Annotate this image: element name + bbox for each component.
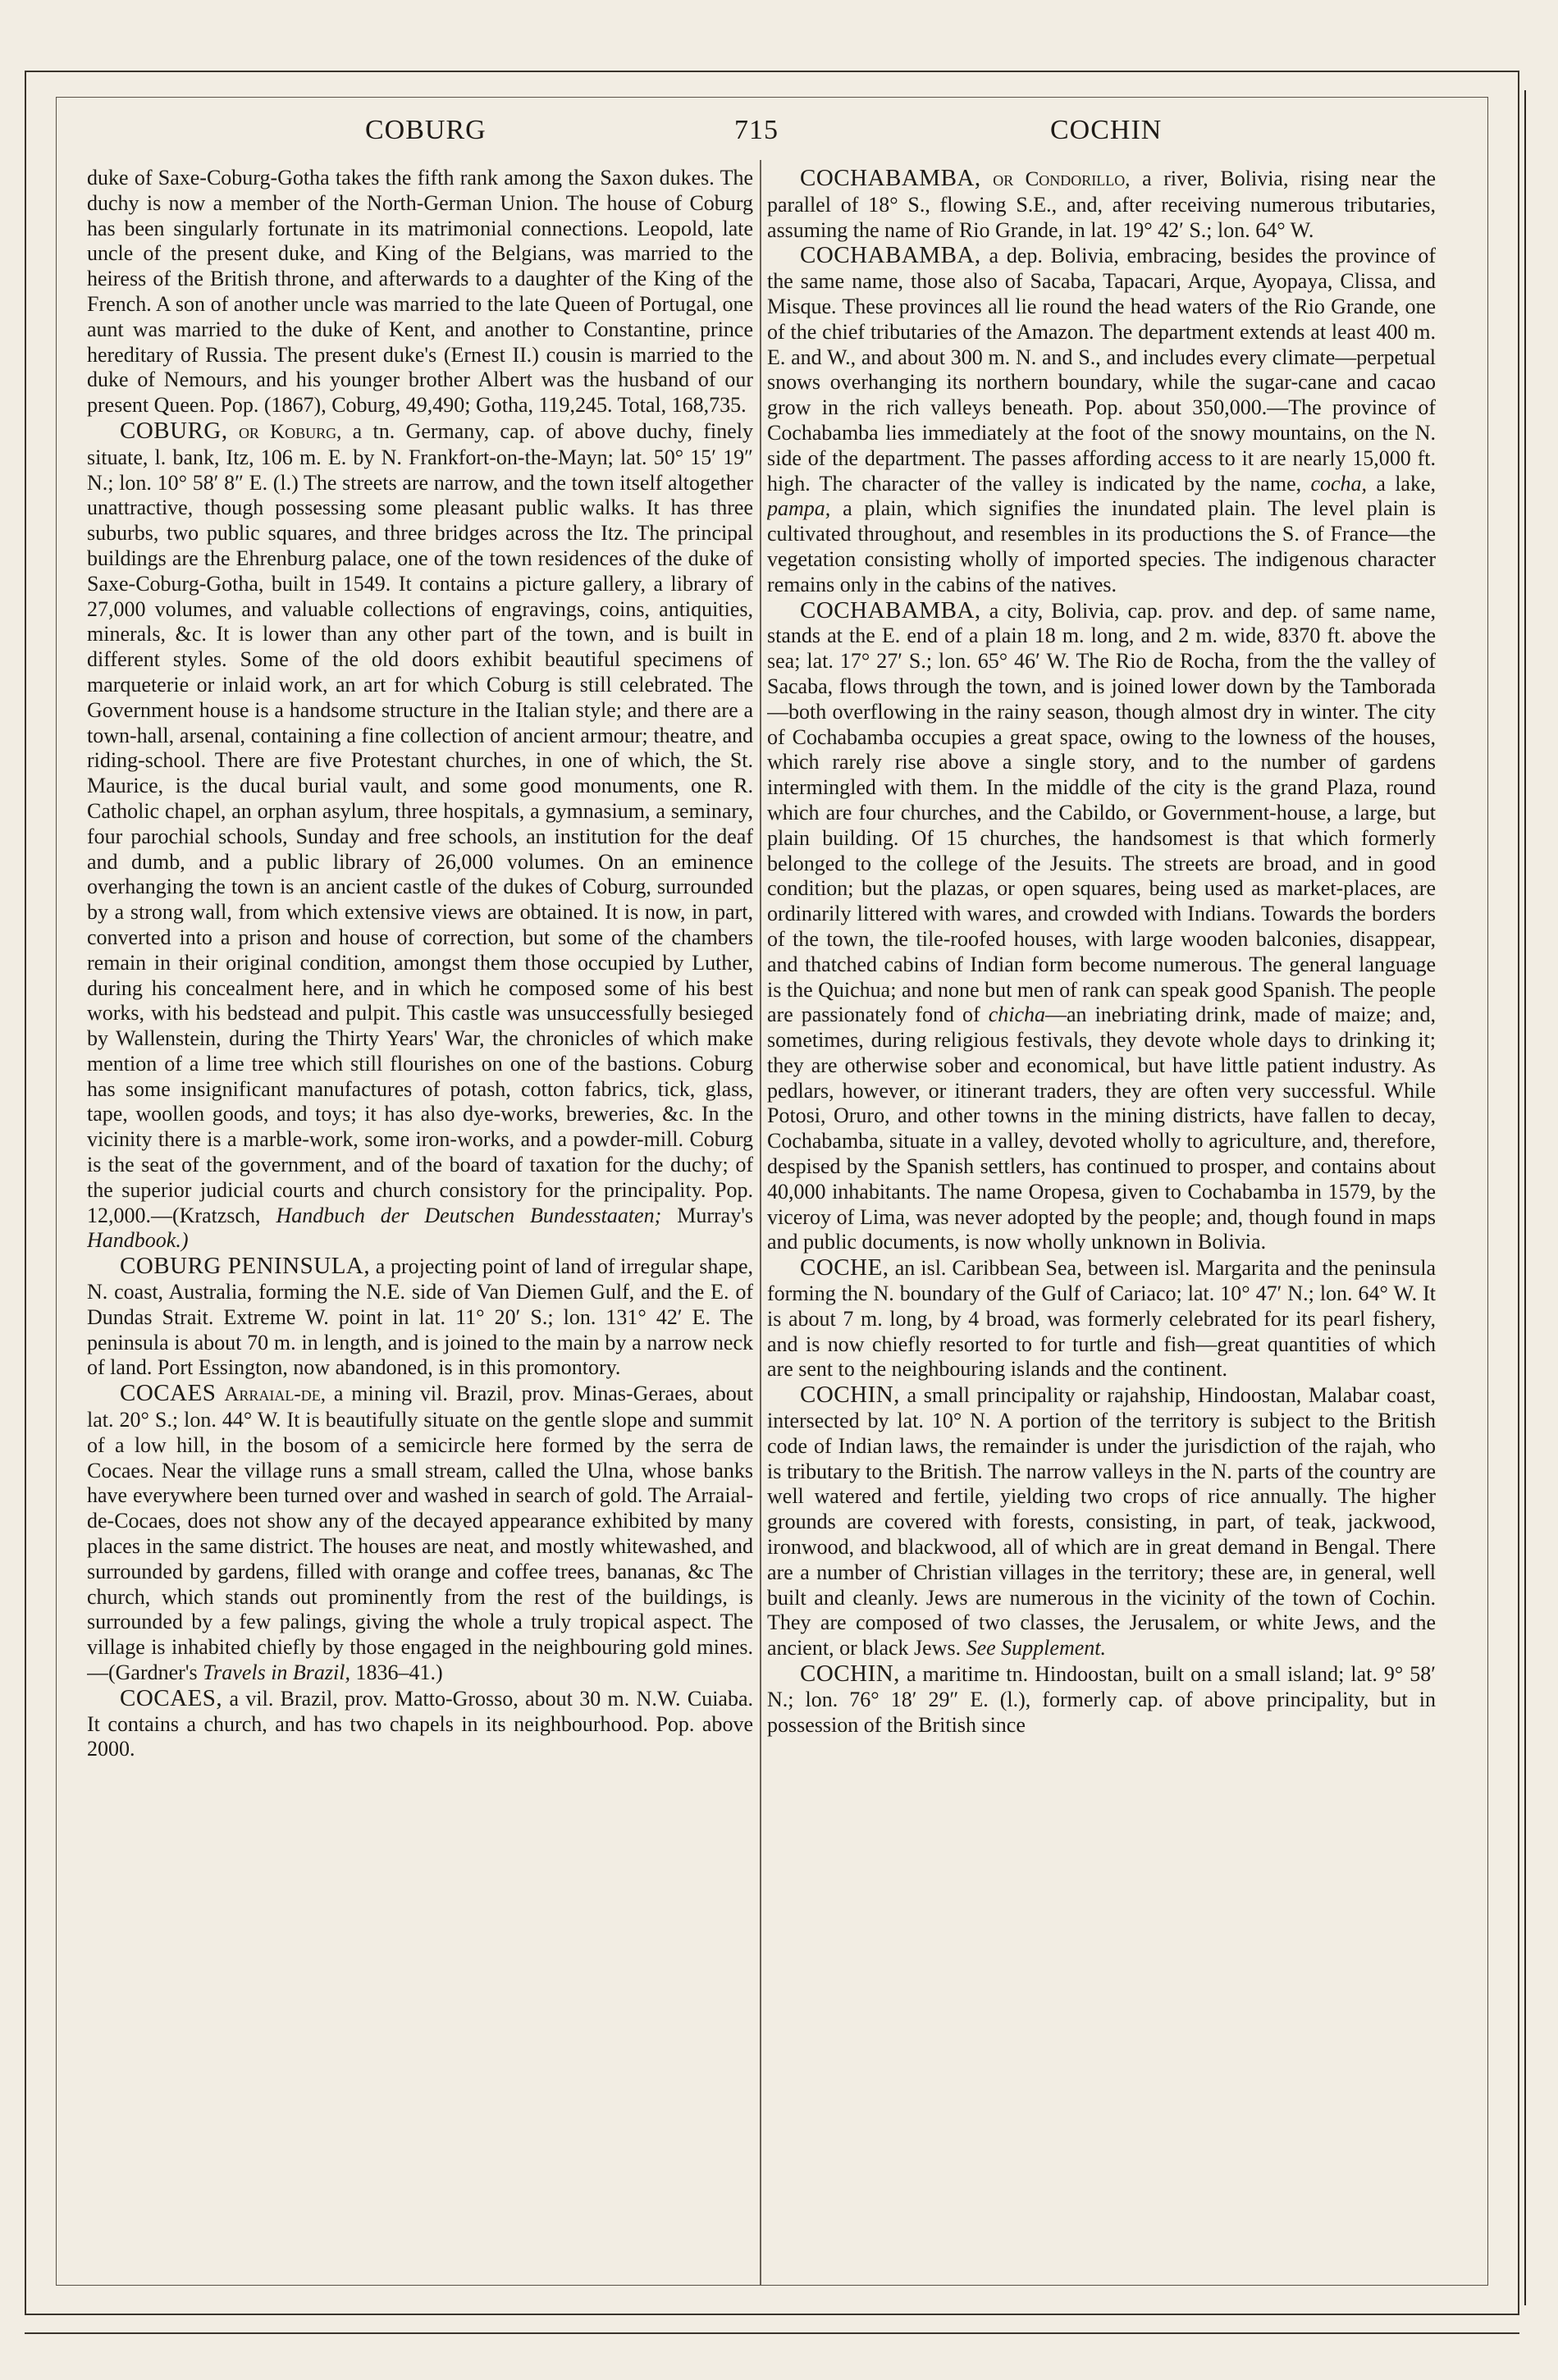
text-run: duke of Saxe-Coburg-Gotha takes the fifth rank among the Saxon dukes. The duchy is now a member of the North-German Union. The house of Coburg has been singularly fortunate in its matrimonial connections. Leopold, late uncle of the present duke, and King of the Belgians, was married to the heiress of the British throne, and afterwards to a daughter of the King of the French. A son of another uncle was married to the late Queen of Portugal, one aunt was married to the duke of Kent, and another to Constantine, prince hereditary of Russia. The present duke's (Ernest II.) cousin is married to the duke of Nemours, and his younger brother Albert was the husband of our present Queen. Pop. (1867), Coburg, 49,490; Gotha, 119,245. Total, 168,735. (87, 166, 753, 418)
text-run: a small principality or rajahship, Hindoostan, Malabar coast, intersected by lat. 10° N. A portion of the territory is subject to the British code of Indian laws, the remainder is under the jurisdiction of the rajah, who is tributary to the British. The narrow valleys in the N. parts of the country are well watered and fertile, yielding two crops of rice annually. The higher grounds are covered with forests, consisting, in part, of teak, jackwood, ironwood, and blackwood, all of which are in great demand in Bengal. There are a number of Christian villages in the territory; these are, in general, well built and cleanly. Jews are numerous in the vicinity of the town of Cochin. They are composed of two classes, the Jerusalem, or white Jews, and the ancient, or black Jews. (767, 1383, 1436, 1661)
headword: COCHABAMBA, (800, 242, 981, 269)
text-run: —an inebriating drink, made of maize; and, sometimes, during religious festivals, they devote whole days to drinking it; they are otherwise sober and economical, but have little patient industry. As pedlars, however, or itinerant traders, they are often very successful. While Potosi, Oruro, and other towns in the mining districts, have fallen to decay, Cochabamba, situate in a valley, devoted wholly to agriculture, and, therefore, despised by the Spanish settlers, has continued to prosper, and contains about 40,000 inhabitants. The name Oropesa, given to Cochabamba in 1579, by the viceroy of Lima, was never adopted by the people; and, though found in maps and public documents, is now wholly unknown in Bolivia. (767, 1003, 1436, 1254)
text-run: Handbuch der Deutschen Bundesstaaten; (276, 1203, 662, 1227)
text-run: a tn. Germany, cap. of above duchy, finely situate, l. bank, Itz, 106 m. E. by N. Frankfort-on-the-Mayn; lat. 50° 15′ 19″ N.; lon. 10° 58′ 8″ E. (l.) The streets are narrow, and the town itself altogether unattractive, though possessing some pleasant public walks. It has three suburbs, two public squares, and three bridges across the Itz. The principal buildings are the Ehrenburg palace, one of the town residences of the duke of Saxe-Coburg-Gotha, built in 1549. It contains a picture gallery, a library of 27,000 volumes, and valuable collections of engravings, coins, antiquities, minerals, &c. It is lower than any other part of the town, and is built in different styles. Some of the old doors exhibit beautiful specimens of marqueterie or inlaid work, an art for which Coburg is still celebrated. The Government house is a handsome structure in the Italian style; and there are a town-hall, arsenal, containing a fine collection of ancient armour; theatre, and riding-school. There are five Protestant churches, in one of which, the St. Maurice, is the ducal burial vault, and some good monuments, one R. Catholic chapel, an orphan asylum, three hospitals, a gymnasium, a seminary, four parochial schools, Sunday and free schools, an institution for the deaf and dumb, and a public library of 26,000 volumes. On an eminence overhanging the town is an ancient castle of the dukes of Coburg, surrounded by a strong wall, from which extensive views are obtained. It is now, in part, converted into a prison and house of correction, but some of the chambers remain in their original condition, amongst them those occupied by Luther, during his concealment here, and in which he composed some of his best works, with his bedstead and pulpit. This castle was unsuccessfully besieged by Wallenstein, during the Thirty Years' War, the chronicles of which make mention of a lime tree which still flourishes on one of the bastions. Coburg has some insignificant manufactures of potash, cotton fabrics, tick, glass, tape, woollen goods, and toys; it has also dye-works, breweries, &c. In the vicinity there is a marble-work, some iron-works, and a powder-mill. Coburg is the seat of the government, and of the board of taxation for the duchy; of the superior judicial courts and church consistory for the principality. Pop. 12,000.—(Kratzsch, (87, 418, 753, 1227)
text-run: a projecting point of land of irregular shape, N. coast, Australia, forming the N.E. side of Van Diemen Gulf, and the E. of Dundas Strait. Extreme W. point in lat. 11° 20′ S.; lon. 131° 42′ E. The peninsula is about 70 m. in length, and is joined to the main by a narrow neck of land. Port Essington, now abandoned, is in this promontory. (87, 1254, 753, 1380)
page-number: 715 (734, 115, 779, 145)
text-run: a city, Bolivia, cap. prov. and dep. of same name, stands at the E. end of a plain 18 m. long, and 2 m. wide, 8370 ft. above the sea; lat. 17° 27′ S.; lon. 65° 46′ W. The Rio de Rocha, from the the valley of Sacaba, flows through the town, and is joined lower down by the Tamborada—both overflowing in the rainy season, though almost dry in winter. The city of Cochabamba occupies a great space, owing to the lowness of the houses, which rarely rise above a single story, and to the number of gardens intermingled with them. In the middle of the city is the grand Plaza, round which are four churches, and the Cabildo, or Government-house, a large, but plain building. Of 15 churches, the handsomest is that which formerly belonged to the college of the Jesuits. The streets are broad, and in good condition; but the plazas, or open squares, being used as market-places, are ordinarily littered with wares, and crowded with Indians. Towards the borders of the town, the tile-roofed houses, with large wooden balconies, disappear, and thatched cabins of Indian form become numerous. The general language is the Quichua; and none but men of rank can speak good Spanish. The people are passionately fond of (767, 598, 1436, 1027)
running-header (82, 115, 1469, 156)
entry-cochabamba-city (767, 598, 1436, 1256)
alt-name: or Condorillo, (993, 168, 1131, 190)
text-run: a dep. Bolivia, embracing, besides the province of the same name, those also of Sacaba, Tapacari, Arque, Ayopaya, Clissa, and Misque. These provinces all lie round the head waters of the Rio Grande, one of the chief tributaries of the Amazon. The department extends at least 400 m. E. and W., and about 300 m. N. and S., and includes every climate—perpetual snows overhanging its northern boundary, while the sugar-cane and cacao grow in the rich valleys beneath. Pop. about 350,000.—The province of Cochabamba lies immediately at the foot of the snowy mountains, on the N. side of the department. The passes affording access to it are nearly 15,000 ft. high. The character of the valley is indicated by the name, (767, 244, 1436, 496)
bottom-rule (25, 2332, 1519, 2334)
right-column (767, 166, 1436, 2274)
text-run: chicha (988, 1003, 1045, 1027)
entry-coburg (87, 418, 753, 1254)
left-running-head: COBURG (365, 115, 487, 145)
text-run: an isl. Caribbean Sea, between isl. Margarita and the peninsula forming the N. boundary of the Gulf of Cariaco; lat. 10° 47′ N.; lon. 64° W. It is about 7 m. long, by 4 broad, was formerly celebrated for its pearl fishery, and is now chiefly resorted to for turtle and fish—great quantities of which are sent to the neighbouring islands and the continent. (767, 1256, 1436, 1382)
alt-name: or Koburg, (238, 420, 342, 443)
text-run: pampa, (767, 496, 831, 521)
text-run: a river, Bolivia, rising near the parallel of 18° S., flowing S.E., and, after receiving numerous tributaries, assuming the name of Rio Grande, in lat. 19° 42′ S.; lon. 64° W. (767, 167, 1436, 242)
page-edge-rule (1524, 90, 1526, 2305)
text-run: Handbook.) (87, 1228, 189, 1253)
entry-coburg-peninsula (87, 1254, 753, 1381)
left-column (87, 166, 753, 2274)
entry-coche (767, 1255, 1436, 1382)
headword: COCAES (120, 1380, 217, 1407)
text-run: 1836–41.) (355, 1661, 443, 1685)
headword: COCHIN, (800, 1382, 900, 1409)
entry-cocaes (87, 1686, 753, 1762)
text-run: a mining vil. Brazil, prov. Minas-Geraes, about lat. 20° S.; lon. 44° W. It is beautifully situate on the gentle slope and summit of a low hill, in the bosom of a semicircle here formed by the serra de Cocaes. Near the village runs a small stream, called the Ulna, whose banks have everywhere been turned over and washed in search of gold. The Arraial-de-Cocaes, does not show any of the decayed appearance exhibited by many places in the same district. The houses are neat, and mostly whitewashed, and surrounded by gardens, filled with orange and coffee trees, bananas, &c The church, which stands out prominently from the rest of the buildings, is surrounded by a few palings, giving the whole a truly tropical aspect. The village is inhabited chiefly by those engaged in the neighbouring gold mines.—(Gardner's (87, 1382, 753, 1685)
text-run: a plain, which signifies the inundated plain. The level plain is cultivated throughout, and resembles in its productions the S. of France—the vegetation consisting wholly of imported species. The indigenous character remains only in the cabins of the natives. (767, 496, 1436, 596)
text-run: Murray's (677, 1203, 753, 1227)
text-run: a lake, (1376, 471, 1436, 496)
entry-cocaes-arraial (87, 1381, 753, 1686)
headword: COCHIN, (800, 1661, 900, 1688)
entry-cochin-town (767, 1661, 1436, 1738)
right-running-head: COCHIN (1050, 115, 1163, 145)
entry-cochin-principality (767, 1382, 1436, 1661)
text-run: Travels in Brazil, (203, 1661, 350, 1685)
alt-name: Arraial-de, (224, 1383, 326, 1406)
column-divider (760, 160, 761, 2285)
headword: COCHE, (800, 1254, 889, 1281)
text-run: a vil. Brazil, prov. Matto-Grosso, about 30 m. N.W. Cuiaba. It contains a church, and has two chapels in its neighbourhood. Pop. above 2000. (87, 1686, 753, 1761)
text-run: a maritime tn. Hindoostan, built on a small island; lat. 9° 58′ N.; lon. 76° 18′ 29″ E. (l.), formerly cap. of above principality, but in possession of the British since (767, 1662, 1436, 1737)
headword: COBURG, (120, 417, 228, 444)
headword: COCAES, (120, 1684, 223, 1711)
headword: COCHABAMBA, (800, 166, 981, 191)
entry-cochabamba-river (767, 166, 1436, 243)
text-run: See Supplement. (966, 1636, 1106, 1661)
entry-cochabamba-dep (767, 243, 1436, 597)
headword: COCHABAMBA, (800, 596, 981, 624)
continuation-paragraph (87, 166, 753, 418)
headword: COBURG PENINSULA, (120, 1253, 371, 1280)
text-run: cocha, (1310, 471, 1368, 496)
